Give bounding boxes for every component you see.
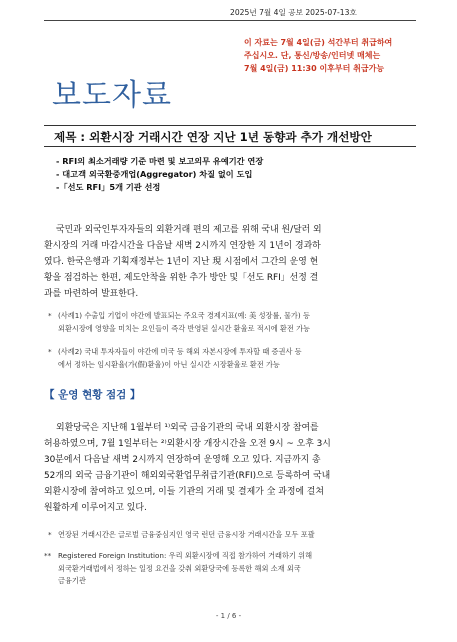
footnote-line: 외국환거래법에서 정하는 일정 요건을 갖춰 외환당국에 등록한 해외 소재 외국 (58, 563, 301, 573)
intro-line: 국민과 외국인투자자들의 외환거래 편의 제고를 위해 국내 원/달러 외 (56, 225, 322, 235)
body-line: 원활하게 이루어지고 있다. (44, 503, 147, 513)
key-point: - RFI의 최소거래량 기준 마련 및 보고의무 유예기간 연장 (56, 156, 264, 166)
key-point: -「선도 RFI」5개 기관 선정 (56, 182, 161, 192)
note-line: (사례1) 수출입 기업이 야간에 발표되는 주요국 경제지표(예: 美 성장률, 물가) 등 (58, 311, 310, 320)
footnote-marker: ** (44, 551, 52, 560)
footnote-1 (48, 529, 418, 542)
section-title: 【 운영 현황 점검 】 (44, 389, 141, 401)
embargo-notice (244, 36, 420, 75)
footnote-line: 연장된 거래시간은 글로벌 금융중심지인 영국 런던 금융시장 거래시간을 모두 포괄 (58, 530, 315, 539)
body-line: 외환시장에 참여하고 있으며, 이들 기관의 거래 및 결제가 全 과정에 걸쳐 (44, 487, 324, 497)
note-marker: * (48, 311, 52, 320)
footnote-marker: * (48, 530, 52, 539)
date-and-issue-number: 2025년 7월 4일 공보 2025-07-13호 (230, 8, 357, 17)
body-line: 52개의 외국 금융기관이 해외외국환업무취급기관(RFI)으로 등록하여 국내 (44, 471, 331, 481)
footnote-line: Registered Foreign Institution: 우리 외환시장에 직접 참가하여 거래하기 위해 (58, 551, 313, 560)
document-type-title: 보도자료 (52, 78, 172, 113)
intro-line: 황을 점검하는 한편, 제도안착을 위한 추가 방안 및「선도 RFI」선정 결 (44, 273, 319, 283)
intro-line: 과를 마련하여 발표한다. (44, 289, 139, 299)
body-line: 30분에서 다음날 새벽 2시까지 연장하여 운영해 오고 있다. 지금까지 총 (44, 455, 321, 465)
intro-paragraph (44, 222, 420, 302)
key-points-list (56, 155, 263, 194)
subject-heading: 제목 : 외환시장 거래시간 연장 지난 1년 동향과 추가 개선방안 (44, 125, 416, 147)
operations-paragraph (44, 420, 420, 516)
embargo-line: 7월 4일(금) 11:30 이후부터 취급가능 (244, 64, 385, 73)
example-note-2 (48, 346, 418, 371)
example-note-1 (48, 310, 418, 335)
note-marker: * (48, 347, 52, 356)
note-line: 외환시장에 영향을 미치는 요인들이 즉각 반영된 실시간 환율로 적시에 환전 가능 (58, 323, 310, 333)
key-point: - 대고객 외국환중개업(Aggregator) 차질 없이 도입 (56, 169, 253, 179)
note-line: (사례2) 국내 투자자들이 야간에 미국 등 해외 자본시장에 투자할 때 증권사 등 (58, 347, 302, 356)
body-line: 외환당국은 지난해 1월부터 ¹⁾외국 금융기관의 국내 외환시장 참여를 (56, 423, 319, 433)
footnote-line: 금융기관 (58, 576, 86, 585)
note-line: 에서 정하는 임시환율(가(假)환율)이 아닌 실시간 시장환율로 환전 가능 (58, 359, 280, 369)
embargo-line: 주십시오. 단, 통신/방송/인터넷 매체는 (244, 51, 381, 60)
header-divider (44, 20, 416, 21)
intro-line: 환시장의 거래 마감시간을 다음날 새벽 2시까지 연장한 지 1년이 경과하 (44, 241, 321, 251)
embargo-line: 이 자료는 7월 4일(금) 석간부터 취급하여 (244, 38, 393, 47)
page-number: - 1 / 6 - (215, 612, 242, 620)
intro-line: 였다. 한국은행과 기획재정부는 1년이 지난 現 시점에서 그간의 운영 현 (44, 257, 319, 267)
footnote-2 (44, 550, 418, 588)
body-line: 허용하였으며, 7월 1일부터는 ²⁾외환시장 개장시간을 오전 9시 ~ 오후 3시 (44, 439, 331, 449)
